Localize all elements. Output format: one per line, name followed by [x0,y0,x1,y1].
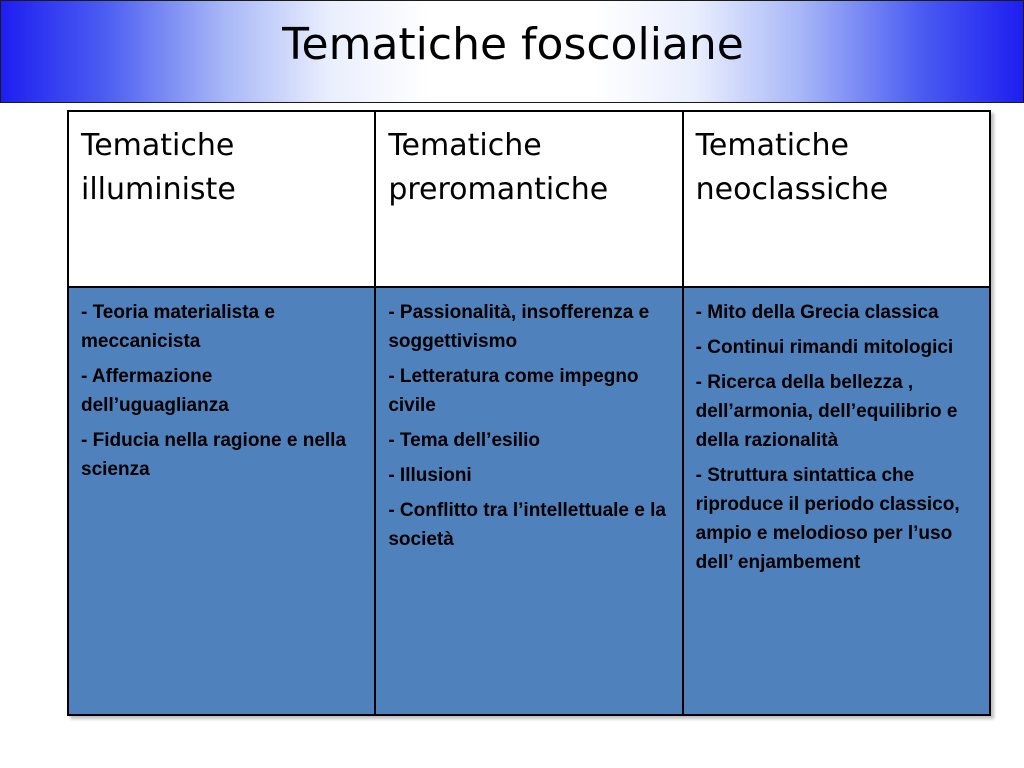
cell-neoclassiche [683,287,990,715]
content-row [68,287,990,715]
list-item: - Teoria materialista e meccanicista [81,302,275,352]
list-item: - Illusioni [388,465,472,486]
header-preromantiche: Tematiche preromantiche [375,111,682,287]
cell-preromantiche [375,287,682,715]
list-item: - Passionalità, insofferenza e soggettivismo [388,302,650,352]
cell-illuministe [68,287,375,715]
slide-title: Tematiche foscoliane [282,19,744,70]
list-item: - Continui rimandi mitologici [695,337,954,358]
list-item: - Ricerca della bellezza , dell’armonia, dell’equilibrio e della razionalità [695,372,958,451]
header-row [68,111,990,287]
header-neoclassiche: Tematiche neoclassiche [683,111,990,287]
list-item: - Mito della Grecia classica [695,302,939,323]
list-item: - Conflitto tra l’intellettuale e la società [388,500,666,550]
list-item: - Letteratura come impegno civile [388,366,639,416]
themes-table [67,110,991,716]
title-bar [0,0,1024,103]
list-item: - Affermazione dell’uguaglianza [81,366,229,416]
themes-table-wrapper [67,110,991,716]
list-item: - Tema dell’esilio [388,430,541,451]
header-illuministe: Tematiche illuministe [68,111,375,287]
list-item: - Struttura sintattica che riproduce il periodo classico, ampio e melodioso per l’uso dell’ enjambement [695,465,960,573]
list-item: - Fiducia nella ragione e nella scienza [81,430,347,480]
